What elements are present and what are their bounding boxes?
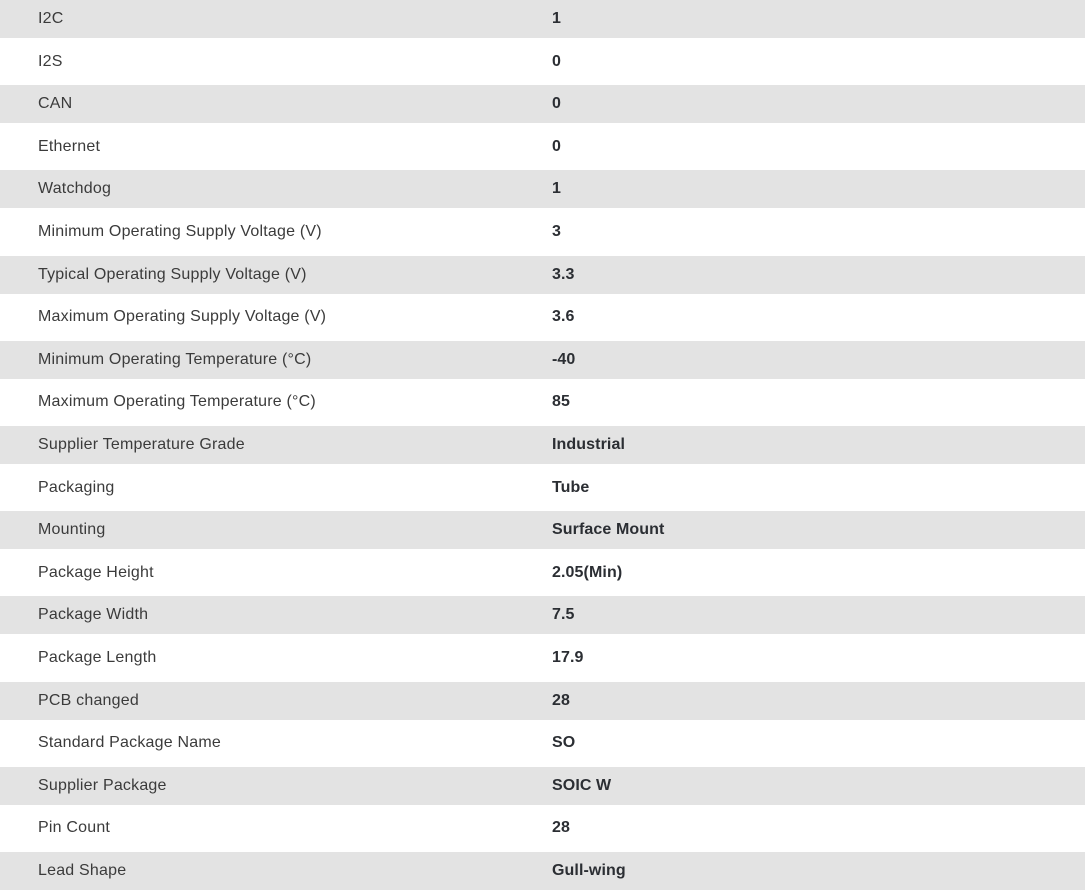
table-row bbox=[0, 724, 1085, 762]
spec-value: 3.3 bbox=[552, 265, 575, 283]
table-row bbox=[0, 213, 1085, 251]
spec-value: SO bbox=[552, 734, 576, 752]
spec-label: I2C bbox=[38, 10, 64, 27]
spec-label: Lead Shape bbox=[38, 861, 127, 879]
table-row bbox=[0, 426, 1085, 464]
table-row bbox=[0, 170, 1085, 208]
spec-value: Industrial bbox=[552, 435, 626, 453]
spec-value: Surface Mount bbox=[552, 521, 665, 539]
spec-value: 2.05(Min) bbox=[552, 563, 623, 581]
table-row bbox=[0, 767, 1085, 805]
table-row bbox=[0, 809, 1085, 847]
spec-label: Mounting bbox=[38, 521, 106, 539]
spec-value: SOIC W bbox=[552, 776, 612, 794]
spec-label: Package Height bbox=[38, 563, 154, 581]
spec-label: CAN bbox=[38, 95, 73, 113]
table-row bbox=[0, 852, 1085, 890]
table-row bbox=[0, 511, 1085, 549]
spec-value: Gull-wing bbox=[552, 861, 626, 879]
table-row bbox=[0, 639, 1085, 677]
table-row bbox=[0, 85, 1085, 123]
spec-value: 1 bbox=[552, 180, 561, 198]
spec-label: Supplier Temperature Grade bbox=[38, 435, 245, 453]
spec-label: Minimum Operating Temperature (°C) bbox=[38, 350, 312, 368]
table-row bbox=[0, 256, 1085, 294]
spec-value: Tube bbox=[552, 478, 590, 496]
spec-label: Maximum Operating Supply Voltage (V) bbox=[38, 308, 327, 326]
table-row bbox=[0, 43, 1085, 81]
spec-label: Packaging bbox=[38, 478, 115, 496]
spec-label: Minimum Operating Supply Voltage (V) bbox=[38, 222, 322, 240]
spec-value: 0 bbox=[552, 52, 561, 70]
table-row bbox=[0, 596, 1085, 634]
spec-label: Standard Package Name bbox=[38, 734, 221, 752]
table-row bbox=[0, 554, 1085, 592]
spec-value: 3 bbox=[552, 222, 561, 240]
table-row bbox=[0, 383, 1085, 421]
spec-label: Maximum Operating Temperature (°C) bbox=[38, 393, 316, 411]
spec-label: Pin Count bbox=[38, 819, 111, 837]
spec-label: Typical Operating Supply Voltage (V) bbox=[38, 265, 307, 283]
spec-value: 0 bbox=[552, 137, 561, 155]
spec-label: Watchdog bbox=[38, 180, 112, 198]
spec-value: 7.5 bbox=[552, 606, 575, 624]
spec-label: Package Length bbox=[38, 648, 157, 666]
spec-value: 1 bbox=[552, 10, 561, 27]
table-row bbox=[0, 0, 1085, 38]
table-row bbox=[0, 298, 1085, 336]
spec-label: PCB changed bbox=[38, 691, 139, 709]
spec-label: Supplier Package bbox=[38, 776, 167, 794]
spec-value: 28 bbox=[552, 819, 570, 837]
spec-value: 0 bbox=[552, 95, 561, 113]
table-row bbox=[0, 128, 1085, 166]
spec-label: Package Width bbox=[38, 606, 149, 624]
table-row bbox=[0, 341, 1085, 379]
spec-value: 3.6 bbox=[552, 308, 575, 326]
table-row bbox=[0, 469, 1085, 507]
spec-value: -40 bbox=[552, 350, 576, 368]
spec-value: 85 bbox=[552, 393, 570, 411]
spec-value: 28 bbox=[552, 691, 570, 709]
table-row bbox=[0, 682, 1085, 720]
spec-value: 17.9 bbox=[552, 648, 584, 666]
spec-label: I2S bbox=[38, 52, 63, 70]
spec-label: Ethernet bbox=[38, 137, 101, 155]
